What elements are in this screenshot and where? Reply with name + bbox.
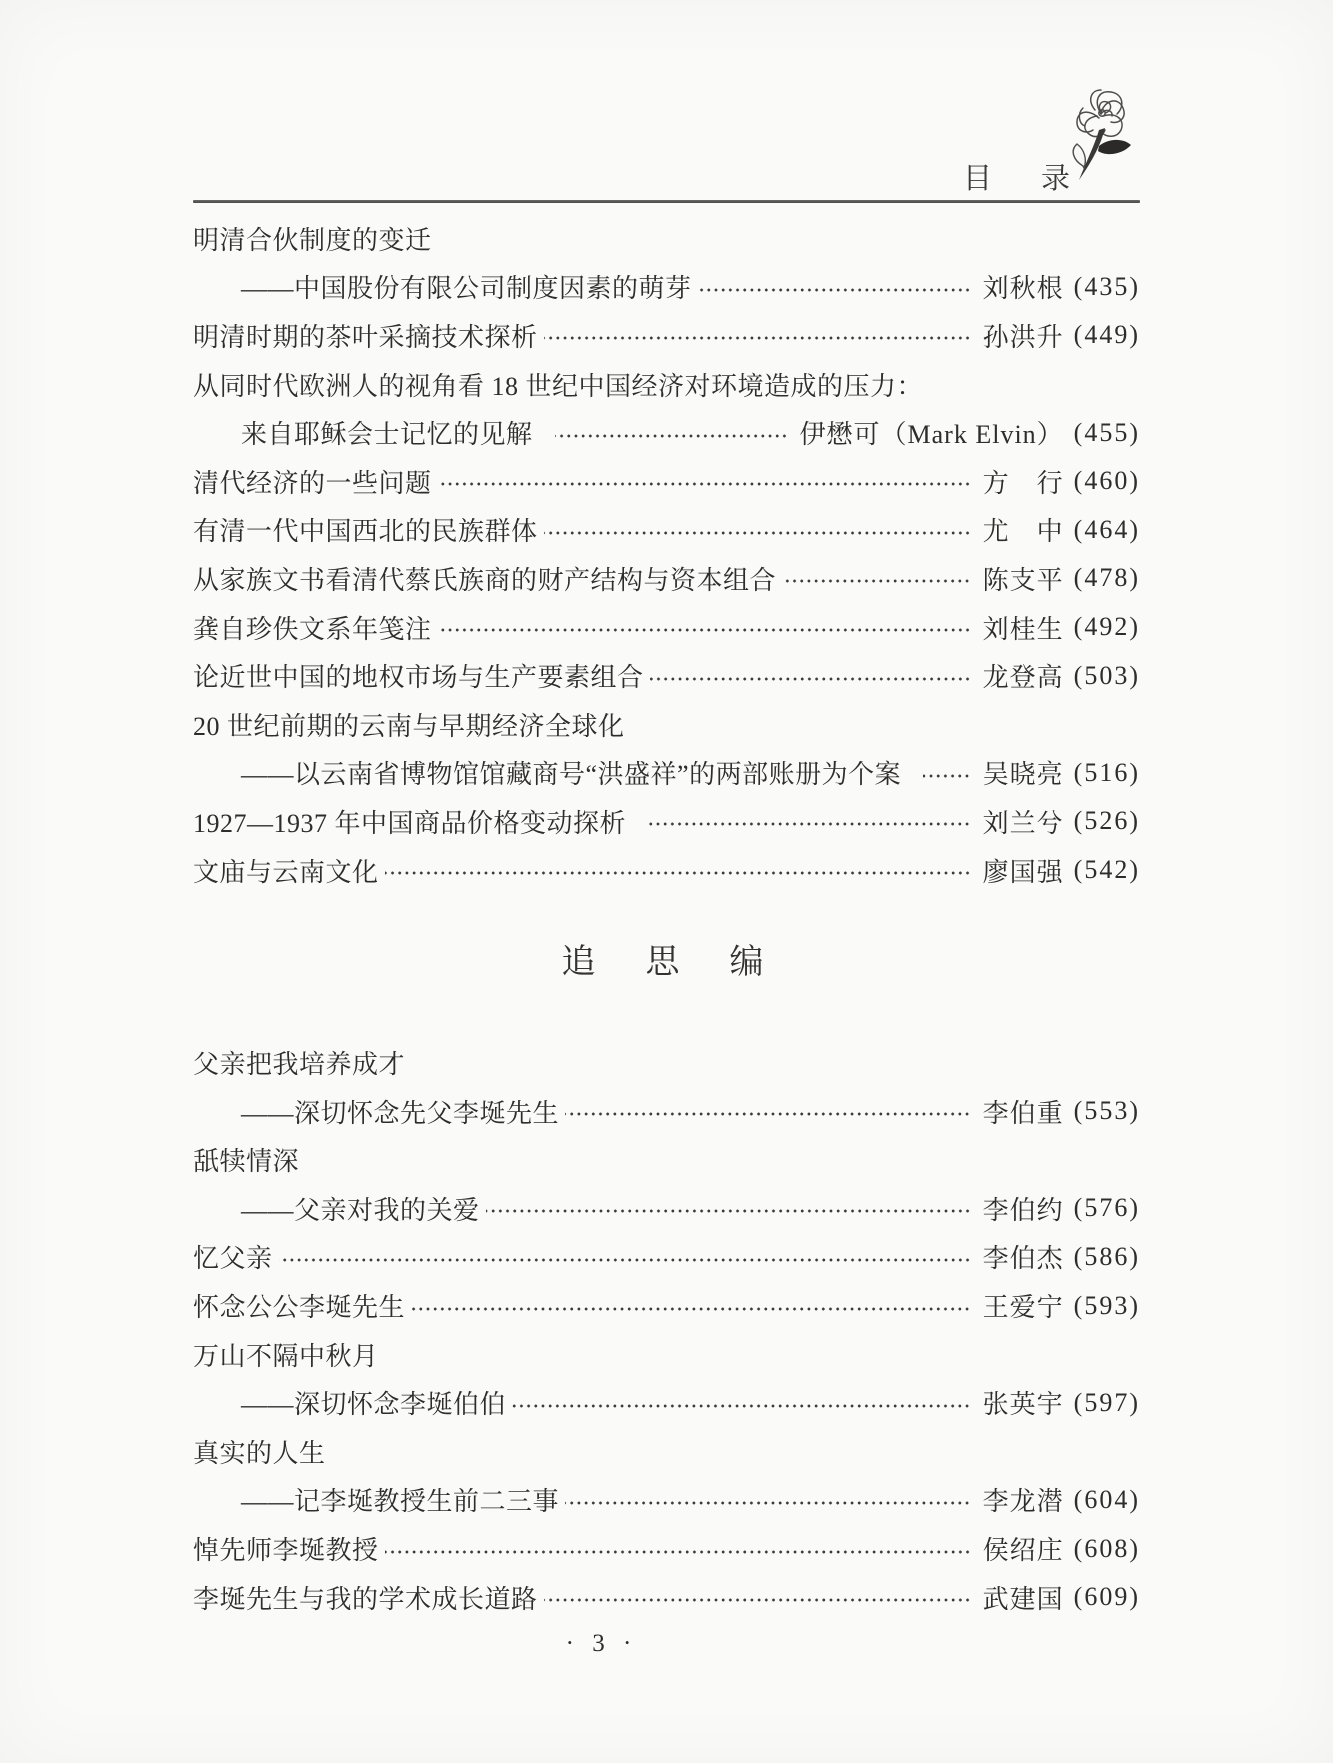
dot-leader <box>782 576 971 586</box>
toc-entry-title: 文庙与云南文化 <box>193 857 379 887</box>
toc-entry-page: (460) <box>1073 466 1140 496</box>
page-number: · 3 · <box>565 1630 638 1658</box>
toc-entry-page: (526) <box>1073 806 1140 836</box>
toc-entry-title: ——以云南省博物馆馆藏商号“洪盛祥”的两部账册为个案 <box>241 760 902 790</box>
toc-entry-author: 龙登高 <box>982 663 1064 693</box>
toc-entry-title: 真实的人生 <box>193 1438 326 1468</box>
toc-entry-author: 刘兰兮 <box>982 808 1064 838</box>
dot-leader <box>923 771 971 781</box>
toc-entry-author: 王爱宁 <box>982 1293 1064 1323</box>
toc-entry-page: (516) <box>1073 757 1140 787</box>
dot-leader <box>279 1255 971 1265</box>
toc-row <box>193 1524 1140 1573</box>
toc-row <box>193 1038 1140 1087</box>
toc-entry-author: 伊懋可（Mark Elvin） <box>799 420 1064 450</box>
toc-entry-author: 陈支平 <box>982 565 1064 595</box>
toc-entry-author: 李伯约 <box>982 1195 1064 1225</box>
toc-row <box>193 1378 1140 1427</box>
toc-entry-title: ——深切怀念先父李埏先生 <box>241 1098 560 1128</box>
toc-entry-author: 李伯杰 <box>982 1244 1064 1274</box>
toc-list <box>193 214 1140 1661</box>
toc-entry-title: 从家族文书看清代蔡氏族商的财产结构与资本组合 <box>193 565 777 595</box>
toc-entry-title: 从同时代欧洲人的视角看 18 世纪中国经济对环境造成的压力： <box>193 371 924 401</box>
toc-row <box>193 846 1140 895</box>
toc-entry-title: 舐犊情深 <box>193 1147 300 1177</box>
toc-entry-title: 悼先师李埏教授 <box>193 1536 379 1566</box>
toc-entry-title: ——中国股份有限公司制度因素的萌芽 <box>241 274 692 304</box>
section-heading: 追 思 编 <box>561 944 772 982</box>
toc-entry-title: 李埏先生与我的学术成长道路 <box>193 1584 538 1614</box>
toc-entry-page: (455) <box>1073 417 1140 447</box>
dot-leader <box>385 868 971 878</box>
toc-row <box>193 700 1140 749</box>
toc-entry-title: 1927—1937 年中国商品价格变动探析 <box>193 808 627 838</box>
toc-entry-author: 刘秋根 <box>982 274 1064 304</box>
dot-leader <box>438 479 971 489</box>
dot-leader <box>411 1304 971 1314</box>
dot-leader <box>650 674 971 684</box>
toc-entry-page: (503) <box>1073 660 1140 690</box>
toc-entry-page: (604) <box>1073 1484 1140 1514</box>
toc-row <box>193 603 1140 652</box>
dot-leader <box>512 1401 971 1411</box>
toc-row <box>193 651 1140 700</box>
toc-entry-page: (609) <box>1073 1582 1140 1612</box>
toc-entry-page: (492) <box>1073 612 1140 642</box>
toc-entry-title: ——父亲对我的关爱 <box>241 1195 480 1225</box>
toc-row <box>193 749 1140 798</box>
toc-entry-title: 父亲把我培养成才 <box>193 1050 406 1080</box>
toc-row <box>193 360 1140 409</box>
toc-entry-page: (608) <box>1073 1533 1140 1563</box>
toc-row <box>193 214 1140 263</box>
toc-entry-author: 侯绍庄 <box>982 1536 1064 1566</box>
toc-row <box>193 1233 1140 1282</box>
toc-row <box>193 1427 1140 1476</box>
dot-leader <box>544 528 971 538</box>
toc-entry-page: (576) <box>1073 1193 1140 1223</box>
toc-entry-page: (597) <box>1073 1387 1140 1417</box>
toc-entry-title: 忆父亲 <box>193 1244 273 1274</box>
toc-row <box>193 263 1140 312</box>
toc-entry-title: 论近世中国的地权市场与生产要素组合 <box>193 663 644 693</box>
dot-leader <box>438 625 971 635</box>
toc-entry-title: 明清合伙制度的变迁 <box>193 225 432 255</box>
toc-row <box>193 1087 1140 1136</box>
toc-entry-title: 龚自珍佚文系年笺注 <box>193 614 432 644</box>
toc-entry-author: 李伯重 <box>982 1098 1064 1128</box>
header-rule <box>193 200 1140 203</box>
toc-entry-author: 李龙潜 <box>982 1487 1064 1517</box>
toc-entry-page: (553) <box>1073 1096 1140 1126</box>
toc-row <box>193 1330 1140 1379</box>
toc-row <box>193 1573 1140 1622</box>
toc-entry-author: 刘桂生 <box>982 614 1064 644</box>
toc-entry-author: 廖国强 <box>982 857 1064 887</box>
toc-entry-page: (593) <box>1073 1290 1140 1320</box>
toc-entry-title: 万山不隔中秋月 <box>193 1341 379 1371</box>
toc-row <box>193 1281 1140 1330</box>
toc-entry-page: (586) <box>1073 1241 1140 1271</box>
dot-leader <box>544 1595 971 1605</box>
dot-leader <box>565 1109 971 1119</box>
toc-row <box>193 408 1140 457</box>
toc-row <box>193 1476 1140 1525</box>
toc-row <box>193 506 1140 555</box>
toc-entry-page: (542) <box>1073 855 1140 885</box>
dot-leader <box>698 285 971 295</box>
toc-row <box>193 457 1140 506</box>
dot-leader <box>544 333 971 343</box>
toc-entry-title: 有清一代中国西北的民族群体 <box>193 517 538 547</box>
toc-entry-page: (464) <box>1073 514 1140 544</box>
toc-entry-title: 怀念公公李埏先生 <box>193 1293 406 1323</box>
toc-entry-title: ——记李埏教授生前二三事 <box>241 1487 560 1517</box>
toc-entry-page: (435) <box>1073 271 1140 301</box>
toc-entry-author: 武建国 <box>982 1584 1064 1614</box>
toc-entry-title: 20 世纪前期的云南与早期经济全球化 <box>193 711 625 741</box>
dot-leader <box>648 819 971 829</box>
toc-row <box>193 554 1140 603</box>
dot-leader <box>555 431 788 441</box>
toc-entry-title: 来自耶稣会士记忆的见解 <box>241 420 533 450</box>
page-title: 目 录 <box>963 163 1081 195</box>
toc-entry-author: 吴晓亮 <box>982 760 1064 790</box>
toc-row <box>193 1184 1140 1233</box>
toc-row <box>193 1136 1140 1185</box>
toc-entry-author: 尤 中 <box>982 517 1064 547</box>
dot-leader <box>385 1547 971 1557</box>
toc-entry-author: 张英宇 <box>982 1390 1064 1420</box>
toc-entry-title: 明清时期的茶叶采摘技术探析 <box>193 322 538 352</box>
toc-entry-page: (449) <box>1073 320 1140 350</box>
toc-entry-title: 清代经济的一些问题 <box>193 468 432 498</box>
dot-leader <box>486 1206 971 1216</box>
toc-entry-author: 孙洪升 <box>982 322 1064 352</box>
toc-entry-page: (478) <box>1073 563 1140 593</box>
dot-leader <box>565 1498 971 1508</box>
toc-entry-title: ——深切怀念李埏伯伯 <box>241 1390 507 1420</box>
toc-entry-author: 方 行 <box>982 468 1064 498</box>
toc-row <box>193 311 1140 360</box>
toc-row <box>193 797 1140 846</box>
